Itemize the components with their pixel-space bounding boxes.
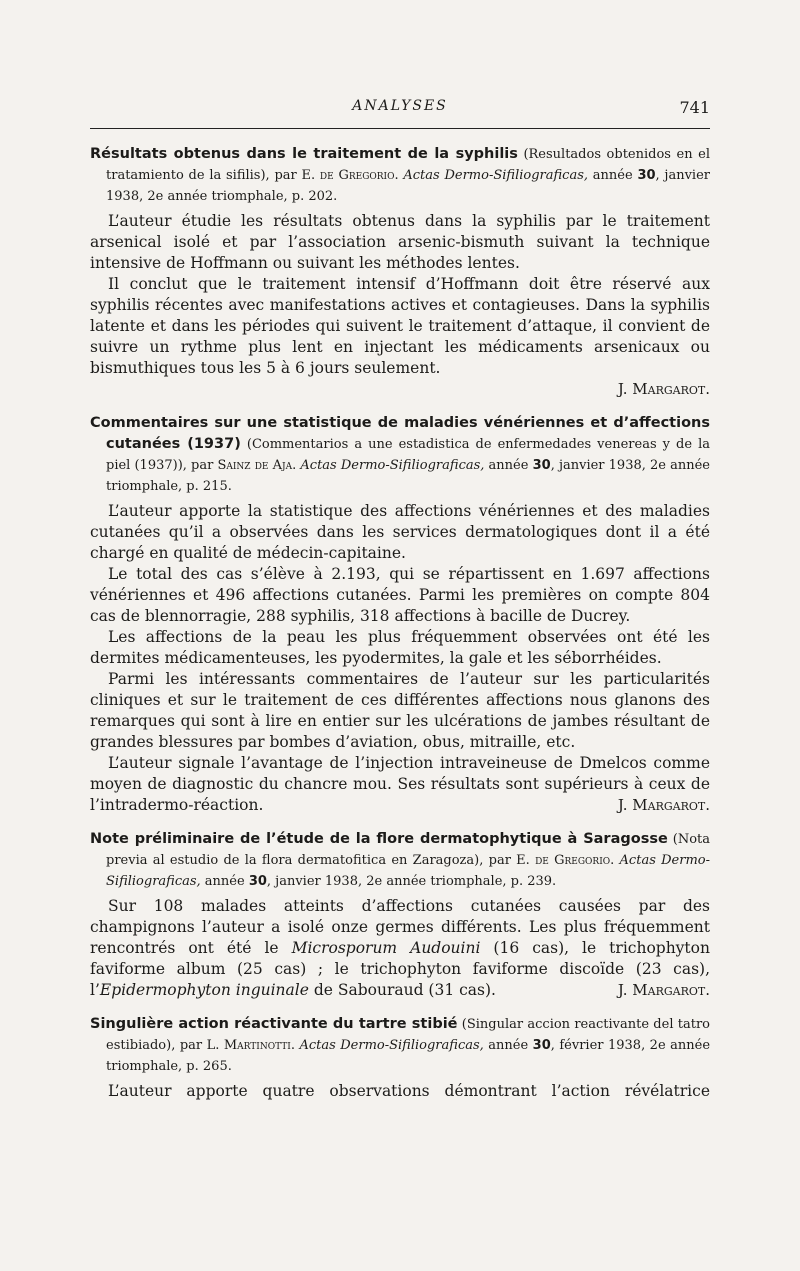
paragraph: L’auteur apporte la statistique des affections vénériennes et des maladies cutanées qu’il a observées dans les services dermatologiques dont il a été chargé en qualité de médecin-capitaine. — [90, 502, 710, 562]
citation-separator: . — [290, 1038, 300, 1053]
paragraph — [90, 896, 710, 1001]
species-name: Microsporum Audouini — [291, 939, 481, 957]
article-4 — [90, 1014, 710, 1123]
paragraph-text: Sur 108 malades atteints d’affections cutanées causées par des champignons l’auteur a isolé onze germes différents. Les plus fréquemment rencontrés ont été le — [90, 897, 710, 957]
page-content — [90, 144, 710, 1136]
paragraph-text: L’auteur signale l’avantage de l’injection intraveineuse de Dmelcos comme moyen de diagnostic du chancre mou. Ses résultats sont supérieurs à ceux de l’intradermo-réaction. — [90, 754, 710, 814]
citation-journal: Actas Dermo-Sifiliograficas, — [299, 1038, 484, 1053]
citation-date: , janvier 1938, 2e année triomphale, p. 239. — [266, 874, 557, 889]
signature-name: J. Margarot. — [617, 796, 710, 814]
paragraph-text: (16 cas), le trichophyton faviforme album (25 cas) ; le trichophyton faviforme discoïde (23 cas), l’ — [90, 939, 710, 999]
paragraph: Le total des cas s’élève à 2.193, qui se répartissent en 1.697 affections vénériennes et 496 affections cutanées. Parmi les premières on compte 804 cas de blennorragie, 288 syphilis, 318 affections à bacille de Ducrey. — [90, 565, 710, 625]
article-citation — [90, 1014, 710, 1077]
citation-journal: Actas Dermo-Sifiliograficas, — [403, 168, 589, 183]
paragraph: Parmi les intéressants commentaires de l’auteur sur les particularités cliniques et sur le traitement de ces différentes affections nous glanons des remarques qui sont à lire en entier sur les ulcérations de jambes résultant de grandes blessures par bombes d’aviation, obus, mitraille, etc. — [90, 670, 710, 751]
article-citation — [90, 144, 710, 207]
citation-author: de Gregorio — [319, 168, 395, 183]
signature-name: J. Margarot. — [617, 380, 710, 398]
citation-separator: . — [292, 458, 301, 473]
article-citation — [90, 829, 710, 892]
citation-author: Sainz de Aja — [217, 458, 293, 473]
article-title: Résultats obtenus dans le traitement de la syphilis — [90, 146, 518, 162]
page-number: 741 — [679, 98, 710, 117]
citation-volume: 30 — [637, 168, 656, 183]
paragraph-text: de Sabouraud (31 cas). — [308, 981, 496, 999]
citation-date: , janvier 1938, 2e année triomphale, p. 215. — [106, 458, 711, 494]
citation-text: année — [483, 1038, 533, 1053]
citation-author: de Gregorio — [535, 853, 611, 868]
signature-name: J. Margarot. — [617, 981, 710, 999]
citation-text: (Commentarios a une estadistica de enfermedades venereas y de la piel (1937)), par — [106, 437, 710, 473]
article-3 — [90, 829, 710, 1001]
running-head: ANALYSES — [352, 98, 448, 114]
species-name: Epidermophyton inguinale — [99, 981, 309, 999]
citation-text: année — [588, 168, 638, 183]
citation-author: Martinotti — [223, 1038, 291, 1053]
paragraph — [90, 753, 710, 816]
paragraph: L’auteur étudie les résultats obtenus dans la syphilis par le traitement arsenical isolé et par l’association arsenic-bismuth suivant la technique intensive de Hoffmann ou suivant les méthodes lentes. — [90, 212, 710, 272]
article-title: Singulière action réactivante du tartre stibié — [90, 1016, 458, 1032]
header-rule — [90, 128, 710, 129]
citation-text: année — [484, 458, 533, 473]
article-title: Note préliminaire de l’étude de la flore dermatophytique à Saragosse — [90, 831, 668, 847]
citation-separator: . — [394, 168, 404, 183]
article-title: Commentaires sur une statistique de maladies vénériennes et d’affections cutanées (1937) — [90, 415, 710, 452]
article-1 — [90, 144, 710, 400]
citation-separator: . — [610, 853, 620, 868]
citation-volume: 30 — [532, 1038, 551, 1053]
citation-text: (Resultados obtenidos en el tratamiento de la sifilis), par E. — [106, 147, 710, 183]
citation-journal: Actas Dermo-Sifiliograficas, — [300, 458, 485, 473]
paragraph: Il conclut que le traitement intensif d’Hoffmann doit être réservé aux syphilis récentes avec manifestations actives et contagieuses. Dans la syphilis latente et dans les périodes qui suivent le traitement d’attaque, il convient de suivre un rythme plus lent en injectant les médicaments arsenicaux ou bismuthiques tous les 5 à 6 jours seulement. — [90, 275, 710, 377]
article-citation — [90, 413, 710, 497]
citation-volume: 30 — [248, 874, 267, 889]
citation-date: , janvier 1938, 2e année triomphale, p. 202. — [106, 168, 710, 204]
page-header — [90, 98, 710, 122]
citation-volume: 30 — [532, 458, 551, 473]
paragraph: Les affections de la peau les plus fréquemment observées ont été les dermites médicamenteuses, les pyodermites, la gale et les séborrhéides. — [90, 628, 710, 667]
citation-journal: Actas Dermo-Sifiliograficas, — [106, 853, 711, 889]
citation-text: année — [200, 874, 249, 889]
article-2 — [90, 413, 710, 816]
citation-text: (Nota previa al estudio de la flora dermatofitica en Zaragoza), par E. — [106, 832, 711, 868]
signature — [90, 379, 710, 400]
citation-text: (Singular accion reactivante del tatro estibiado), par L. — [106, 1017, 710, 1053]
citation-date: , février 1938, 2e année triomphale, p. 265. — [106, 1038, 711, 1074]
paragraph: L’auteur apporte quatre observations démontrant l’action révélatrice — [108, 1082, 710, 1100]
